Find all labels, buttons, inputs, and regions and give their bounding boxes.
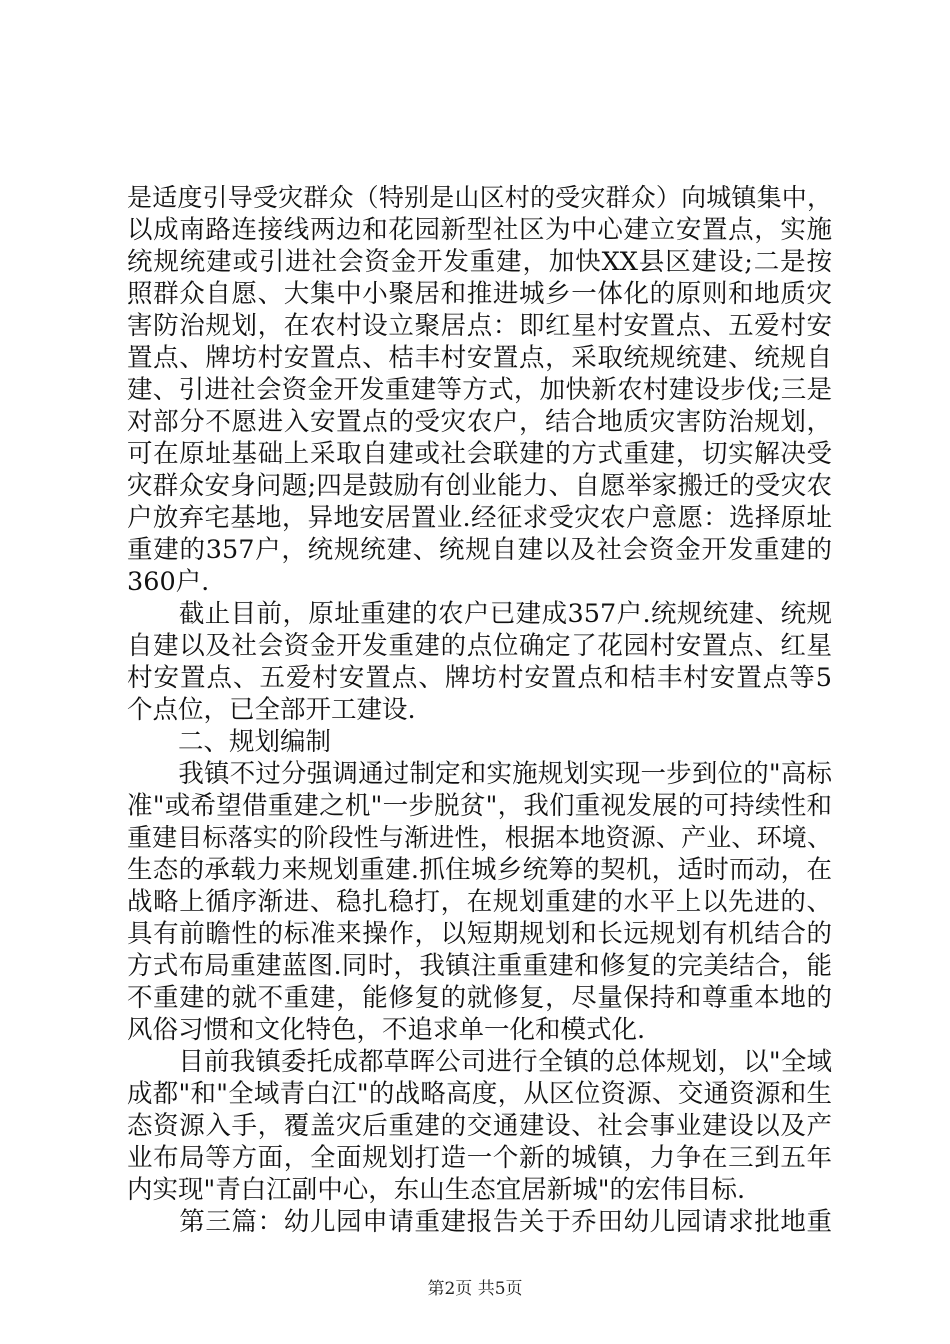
text-line: 以成南路连接线两边和花园新型社区为中心建立安置点，实施 [127,215,832,245]
text-line: 可在原址基础上采取自建或社会联建的方式重建，切实解决受 [127,439,832,469]
text-line: 不重建的就不重建，能修复的就修复，尽量保持和尊重本地的 [127,983,832,1013]
text-line: 内实现"青白江副中心，东山生态宜居新城"的宏伟目标. [127,1175,746,1205]
text-line: 自建以及社会资金开发重建的点位确定了花园村安置点、红星 [127,631,832,661]
text-line: 建、引进社会资金开发重建等方式，加快新农村建设步伐;三是 [127,375,832,405]
text-line: 照群众自愿、大集中小聚居和推进城乡一体化的原则和地质灾 [127,279,832,309]
text-line: 是适度引导受灾群众（特别是山区村的受灾群众）向城镇集中， [127,183,832,212]
text-line: 第三篇：幼儿园申请重建报告关于乔田幼儿园请求批地重 [127,1207,832,1237]
text-line: 具有前瞻性的标准来操作，以短期规划和长远规划有机结合的 [127,919,832,949]
text-line: 截止目前，原址重建的农户已建成357户.统规统建、统规 [127,599,832,629]
text-line: 害防治规划，在农村设立聚居点：即红星村安置点、五爱村安 [127,311,832,341]
text-line: 重建的357户，统规统建、统规自建以及社会资金开发重建的 [127,535,832,565]
text-line: 村安置点、五爱村安置点、牌坊村安置点和桔丰村安置点等5 [127,663,832,693]
text-line: 我镇不过分强调通过制定和实施规划实现一步到位的"高标 [127,759,832,789]
text-line: 成都"和"全域青白江"的战略高度，从区位资源、交通资源和生 [127,1079,832,1109]
text-line: 360户. [127,567,210,597]
text-line: 置点、牌坊村安置点、桔丰村安置点，采取统规统建、统规自 [127,343,832,373]
text-line: 目前我镇委托成都草晖公司进行全镇的总体规划，以"全域 [127,1047,832,1077]
text-line: 灾群众安身问题;四是鼓励有创业能力、自愿举家搬迁的受灾农 [127,471,832,501]
section-heading: 二、规划编制 [127,727,332,757]
text-line: 统规统建或引进社会资金开发重建，加快XX县区建设;二是按 [127,247,832,277]
text-line: 个点位，已全部开工建设. [127,695,416,725]
text-line: 战略上循序渐进、稳扎稳打，在规划重建的水平上以先进的、 [127,887,832,917]
text-line: 生态的承载力来规划重建.抓住城乡统筹的契机，适时而动，在 [127,855,832,885]
text-line: 重建目标落实的阶段性与渐进性，根据本地资源、产业、环境、 [127,823,832,852]
text-line: 风俗习惯和文化特色，不追求单一化和模式化. [127,1015,646,1045]
text-line: 户放弃宅基地，异地安居置业.经征求受灾农户意愿：选择原址 [127,503,832,533]
text-line: 准"或希望借重建之机"一步脱贫"，我们重视发展的可持续性和 [127,791,832,821]
text-line: 对部分不愿进入安置点的受灾农户，结合地质灾害防治规划， [127,407,832,437]
text-line: 方式布局重建蓝图.同时，我镇注重重建和修复的完美结合，能 [127,951,832,981]
text-line: 业布局等方面，全面规划打造一个新的城镇，力争在三到五年 [127,1143,832,1173]
page-number-footer: 第2页 共5页 [427,1279,523,1299]
text-line: 态资源入手，覆盖灾后重建的交通建设、社会事业建设以及产 [127,1111,832,1141]
